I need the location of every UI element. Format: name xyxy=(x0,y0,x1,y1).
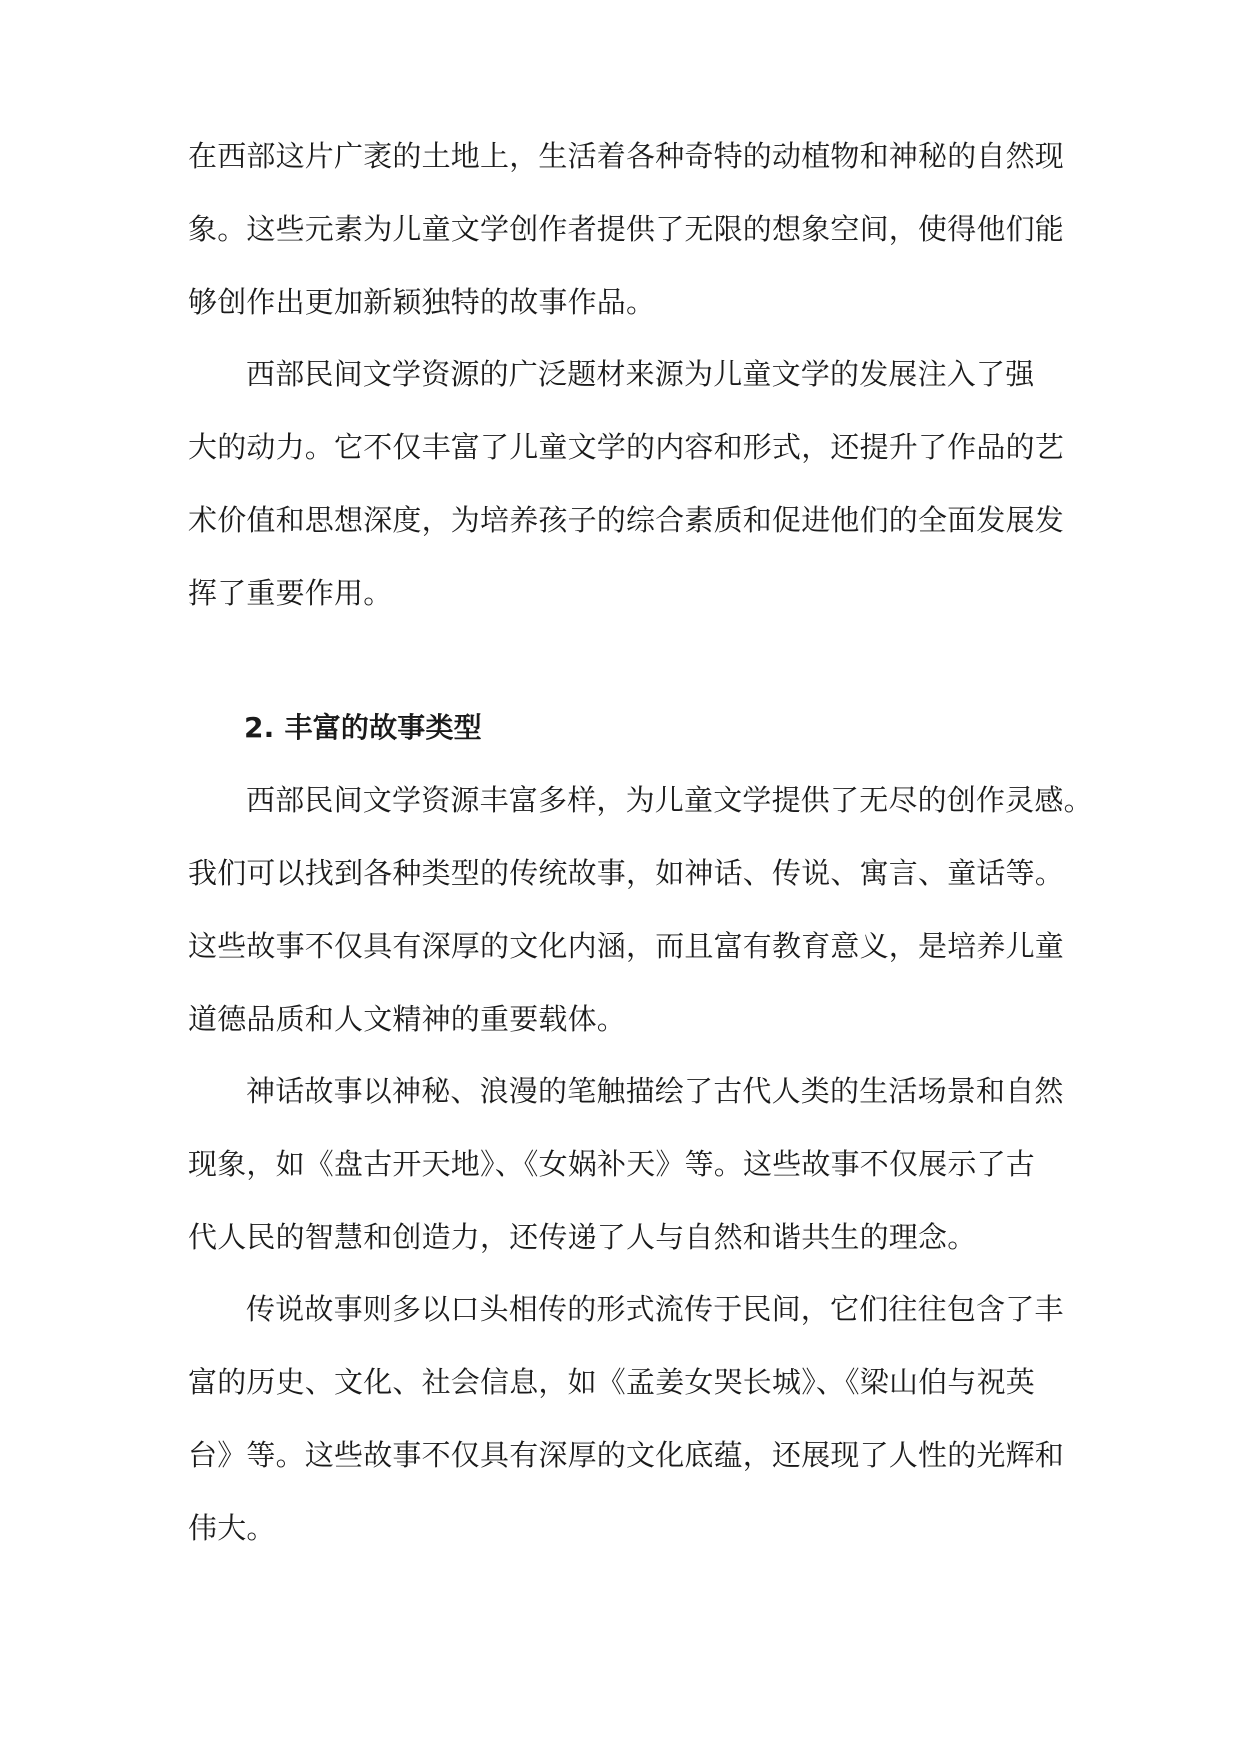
paragraph-line: 代人民的智慧和创造力，还传递了人与自然和谐共生的理念。 xyxy=(188,1220,977,1254)
paragraph-line: 台》等。这些故事不仅具有深厚的文化底蕴，还展现了人性的光辉和 xyxy=(188,1438,1065,1472)
paragraph-line: 挥了重要作用。 xyxy=(188,576,393,610)
section-heading: 2. 丰富的故事类型 xyxy=(244,711,482,744)
paragraph-line: 大的动力。它不仅丰富了儿童文学的内容和形式，还提升了作品的艺 xyxy=(188,430,1065,464)
paragraph-line: 在西部这片广袤的土地上，生活着各种奇特的动植物和神秘的自然现 xyxy=(188,139,1065,173)
paragraph-line: 西部民间文学资源丰富多样，为儿童文学提供了无尽的创作灵感。 xyxy=(246,783,1093,817)
paragraph-line: 术价值和思想深度，为培养孩子的综合素质和促进他们的全面发展发 xyxy=(188,503,1065,537)
paragraph-line: 够创作出更加新颖独特的故事作品。 xyxy=(188,285,656,319)
paragraph-line: 富的历史、文化、社会信息，如《孟姜女哭长城》、《梁山伯与祝英 xyxy=(188,1365,1036,1399)
paragraph-line: 道德品质和人文精神的重要载体。 xyxy=(188,1002,627,1036)
paragraph-line: 现象，如《盘古开天地》、《女娲补天》等。这些故事不仅展示了古 xyxy=(188,1147,1036,1181)
paragraph-line: 象。这些元素为儿童文学创作者提供了无限的想象空间，使得他们能 xyxy=(188,212,1065,246)
paragraph-line: 西部民间文学资源的广泛题材来源为儿童文学的发展注入了强 xyxy=(246,357,1035,391)
paragraph-line: 神话故事以神秘、浪漫的笔触描绘了古代人类的生活场景和自然 xyxy=(246,1074,1064,1108)
paragraph-line: 这些故事不仅具有深厚的文化内涵，而且富有教育意义，是培养儿童 xyxy=(188,929,1065,963)
paragraph-line: 伟大。 xyxy=(188,1511,276,1545)
paragraph-line: 我们可以找到各种类型的传统故事，如神话、传说、寓言、童话等。 xyxy=(188,856,1065,890)
paragraph-line: 传说故事则多以口头相传的形式流传于民间，它们往往包含了丰 xyxy=(246,1292,1064,1326)
